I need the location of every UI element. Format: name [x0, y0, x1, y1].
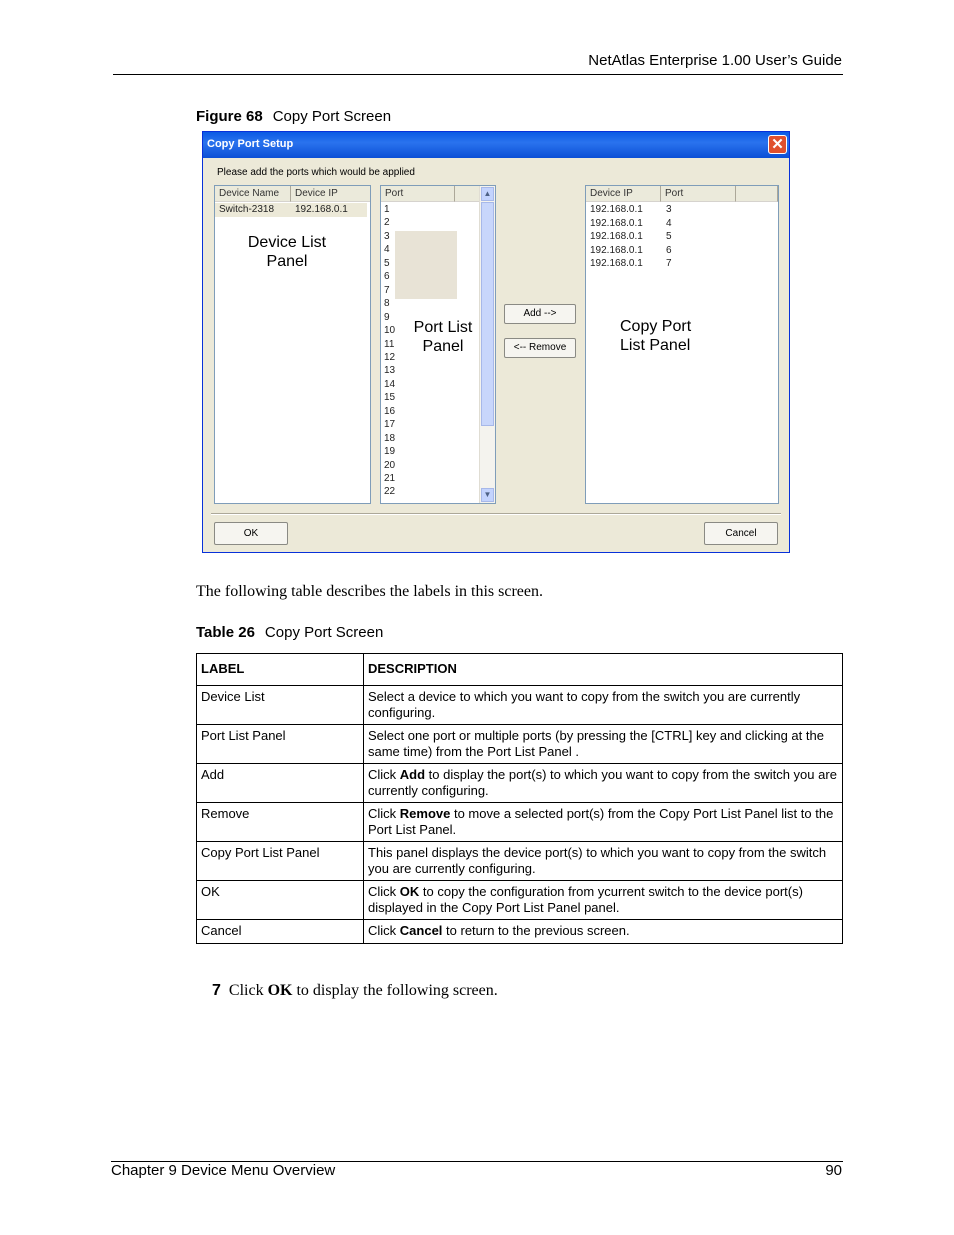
port-item[interactable]: 3	[384, 230, 390, 242]
scroll-down-icon[interactable]: ▼	[481, 488, 494, 502]
intro-paragraph: The following table describes the labels in this screen.	[196, 583, 544, 600]
annotation-line: Panel	[266, 253, 308, 270]
copy-device-ip: 192.168.0.1	[590, 244, 643, 256]
close-icon[interactable]: ✕	[768, 135, 787, 154]
port-list-panel[interactable]	[380, 185, 496, 504]
header-rule	[113, 74, 843, 75]
copy-device-ip: 192.168.0.1	[590, 217, 643, 229]
guide-title: NetAtlas Enterprise 1.00 User’s Guide	[588, 52, 842, 69]
copy-device-ip: 192.168.0.1	[590, 204, 643, 215]
scroll-thumb[interactable]	[481, 202, 494, 426]
device-ip: 192.168.0.1	[295, 204, 348, 215]
device-row[interactable]	[215, 203, 367, 217]
dialog-title: Copy Port Setup	[207, 138, 294, 150]
table-row	[197, 842, 843, 881]
header-description: DESCRIPTION	[364, 654, 843, 686]
figure-number: Figure 68	[196, 108, 263, 125]
description-pre: Select one port or multiple ports (by pressing the [CTRL] key and clicking at the same time) from the Port List Panel .	[368, 728, 824, 759]
copy-port-number: 7	[666, 258, 672, 269]
copy-port-row[interactable]	[586, 218, 776, 231]
description-bold: Cancel	[399, 923, 443, 938]
copy-port-number: 4	[666, 217, 672, 229]
header-label: LABEL	[197, 654, 364, 686]
port-item[interactable]: 5	[384, 257, 390, 269]
description-pre: Click	[368, 767, 400, 782]
description-pre: Click	[368, 806, 400, 821]
port-item[interactable]: 14	[384, 378, 396, 390]
description-pre: Select a device to which you want to copy from the switch you are currently configuring.	[368, 689, 801, 720]
row-label: Port List Panel	[197, 725, 364, 764]
annotation-line: Port List	[413, 319, 473, 336]
port-item[interactable]: 9	[384, 311, 390, 323]
footer-chapter: Chapter 9 Device Menu Overview	[111, 1162, 336, 1179]
device-list-annotation	[229, 233, 345, 271]
table-header-row	[197, 654, 843, 686]
row-label: OK	[197, 881, 364, 920]
copy-port-number: 6	[666, 244, 672, 256]
port-item[interactable]: 6	[384, 271, 390, 283]
ok-button[interactable]: OK	[214, 522, 288, 545]
column-blank	[455, 186, 481, 202]
table-row	[197, 920, 843, 944]
device-list-panel[interactable]	[214, 185, 371, 504]
port-list-scrollbar[interactable]	[479, 186, 495, 503]
table-row	[197, 686, 843, 725]
table-number: Table 26	[196, 624, 255, 641]
description-bold: OK	[399, 884, 420, 899]
annotation-line: Device List	[247, 234, 327, 251]
dialog-prompt: Please add the ports which would be applied	[217, 167, 415, 178]
step-bold: OK	[267, 982, 293, 999]
copy-port-list-panel[interactable]	[585, 185, 779, 504]
port-item[interactable]: 19	[384, 446, 396, 458]
row-label: Add	[197, 764, 364, 803]
copy-port-row[interactable]	[586, 204, 776, 217]
port-item[interactable]: 12	[384, 351, 396, 363]
label-description-table	[196, 653, 843, 944]
port-item[interactable]: 21	[384, 473, 396, 484]
description-pre: Click	[368, 884, 400, 899]
port-list-annotation	[403, 318, 483, 356]
figure-title: Copy Port Screen	[272, 108, 392, 125]
port-item[interactable]: 11	[384, 338, 395, 350]
row-label: Copy Port List Panel	[197, 842, 364, 881]
port-item[interactable]: 22	[384, 486, 396, 498]
row-label: Cancel	[197, 920, 364, 944]
row-label: Device List	[197, 686, 364, 725]
device-name: Switch-2318	[219, 204, 275, 215]
annotation-line: Copy Port	[620, 318, 692, 335]
port-item[interactable]: 10	[384, 325, 396, 337]
port-item[interactable]: 17	[384, 419, 396, 431]
port-item[interactable]: 18	[384, 432, 396, 444]
copy-port-row[interactable]	[586, 245, 776, 258]
row-description	[364, 686, 843, 725]
row-description	[364, 842, 843, 881]
copy-port-row[interactable]	[586, 258, 776, 271]
description-post: to display the port(s) to which you want to copy from the switch you are currently configuring.	[368, 767, 837, 798]
copy-port-row[interactable]	[586, 231, 776, 244]
column-device-ip[interactable]: Device IP	[291, 186, 371, 202]
port-item[interactable]: 20	[384, 459, 396, 471]
description-post: to copy the configuration from ycurrent switch to the device port(s) displayed in the Copy Port List Panel panel.	[368, 884, 803, 915]
port-item[interactable]: 1	[384, 204, 390, 215]
table-row	[197, 803, 843, 842]
step-instruction	[212, 982, 498, 1000]
row-label: Remove	[197, 803, 364, 842]
description-post: to return to the previous screen.	[442, 923, 630, 938]
step-post: to display the following screen.	[292, 982, 498, 999]
copy-device-ip: 192.168.0.1	[590, 258, 643, 269]
copy-port-dialog	[202, 131, 790, 553]
port-item[interactable]: 13	[384, 365, 396, 377]
add-button[interactable]: Add -->	[504, 304, 576, 324]
port-item[interactable]: 15	[384, 392, 396, 404]
table-row	[197, 764, 843, 803]
copy-port-number: 5	[666, 231, 672, 242]
row-description	[364, 725, 843, 764]
description-bold: Add	[399, 767, 426, 782]
column-device-name[interactable]: Device Name	[215, 186, 291, 202]
row-description	[364, 920, 843, 944]
figure-caption	[196, 108, 391, 125]
scroll-up-icon[interactable]: ▲	[481, 187, 494, 201]
column-port[interactable]: Port	[661, 186, 736, 202]
port-item[interactable]: 16	[384, 405, 396, 417]
row-description	[364, 764, 843, 803]
copy-port-number: 3	[666, 204, 672, 215]
port-item[interactable]: 8	[384, 298, 390, 310]
copy-port-list-annotation	[620, 317, 716, 355]
dialog-separator	[211, 513, 781, 515]
copy-device-ip: 192.168.0.1	[590, 231, 643, 242]
table-body	[197, 686, 843, 944]
column-blank	[736, 186, 778, 202]
table-title: Copy Port Screen	[264, 624, 384, 641]
step-pre: Click	[228, 982, 268, 999]
table-row	[197, 725, 843, 764]
annotation-line: List Panel	[620, 337, 691, 354]
port-item[interactable]: 4	[384, 244, 390, 256]
description-post: to move a selected port(s) from the Copy Port List Panel list to the Port List Panel.	[368, 806, 834, 837]
port-item[interactable]: 7	[384, 284, 390, 296]
table-row	[197, 881, 843, 920]
port-selection-highlight	[395, 231, 457, 299]
description-pre: Click	[368, 923, 400, 938]
cancel-button[interactable]: Cancel	[704, 522, 778, 545]
annotation-line: Panel	[422, 338, 464, 355]
remove-button[interactable]: <-- Remove	[504, 338, 576, 358]
step-number: 7	[212, 982, 221, 999]
row-description	[364, 803, 843, 842]
column-port[interactable]: Port	[381, 186, 455, 202]
description-bold: Remove	[399, 806, 451, 821]
port-item[interactable]: 2	[384, 217, 390, 229]
dialog-titlebar[interactable]	[203, 132, 789, 158]
footer-page-number: 90	[825, 1162, 842, 1179]
row-description	[364, 881, 843, 920]
column-device-ip[interactable]: Device IP	[586, 186, 661, 202]
table-caption	[196, 624, 383, 641]
description-pre: This panel displays the device port(s) to which you want to copy from the switch you are currently configuring.	[368, 845, 827, 876]
